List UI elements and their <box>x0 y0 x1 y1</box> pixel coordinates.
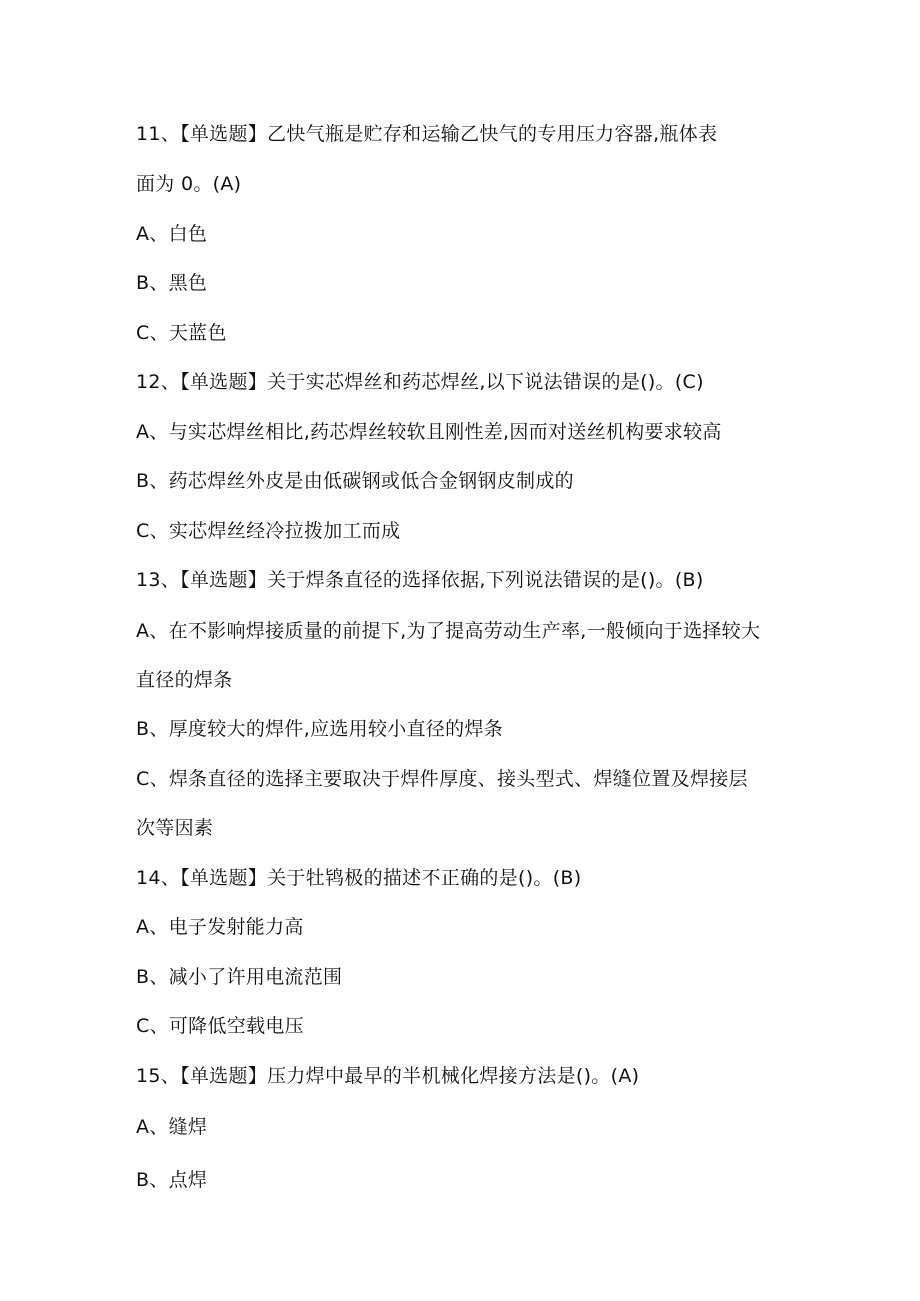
question-14-option-a: A、电子发射能力高 <box>136 916 304 938</box>
question-12-option-c: C、实芯焊丝经冷拉拨加工而成 <box>136 520 401 542</box>
question-12-stem: 12、【单选题】关于实芯焊丝和药芯焊丝,以下说法错误的是()。(C) <box>136 371 704 393</box>
question-12-option-b: B、药芯焊丝外皮是由低碳钢或低合金钢钢皮制成的 <box>136 470 574 492</box>
question-11-stem-line-2: 面为 0。(A) <box>136 173 242 195</box>
question-13-stem: 13、【单选题】关于焊条直径的选择依据,下列说法错误的是()。(B) <box>136 569 704 591</box>
question-13-option-a-line-1: A、在不影响焊接质量的前提下,为了提高劳动生产率,一般倾向于选择较大 <box>136 620 761 642</box>
question-15-stem: 15、【单选题】压力焊中最早的半机械化焊接方法是()。(A) <box>136 1065 640 1087</box>
question-11-option-b: B、黑色 <box>136 272 208 294</box>
question-14-option-c: C、可降低空载电压 <box>136 1015 304 1037</box>
question-13-option-a-line-2: 直径的焊条 <box>136 669 233 691</box>
question-11-option-c: C、天蓝色 <box>136 322 227 344</box>
question-15-option-b: B、点焊 <box>136 1169 208 1191</box>
question-15-option-a: A、缝焊 <box>136 1116 208 1138</box>
question-11-stem-line-1: 11、【单选题】乙快气瓶是贮存和运输乙快气的专用压力容器,瓶体表 <box>136 123 718 145</box>
question-13-option-c-line-1: C、焊条直径的选择主要取决于焊件厚度、接头型式、焊缝位置及焊接层 <box>136 768 748 790</box>
question-13-option-b: B、厚度较大的焊件,应选用较小直径的焊条 <box>136 718 504 740</box>
question-12-option-a: A、与实芯焊丝相比,药芯焊丝较软且刚性差,因而对送丝机构要求较高 <box>136 421 722 443</box>
question-14-stem: 14、【单选题】关于牡鸨极的描述不正确的是()。(B) <box>136 867 582 889</box>
question-13-option-c-line-2: 次等因素 <box>136 817 214 839</box>
question-14-option-b: B、减小了许用电流范围 <box>136 966 343 988</box>
question-11-option-a: A、白色 <box>136 223 208 245</box>
